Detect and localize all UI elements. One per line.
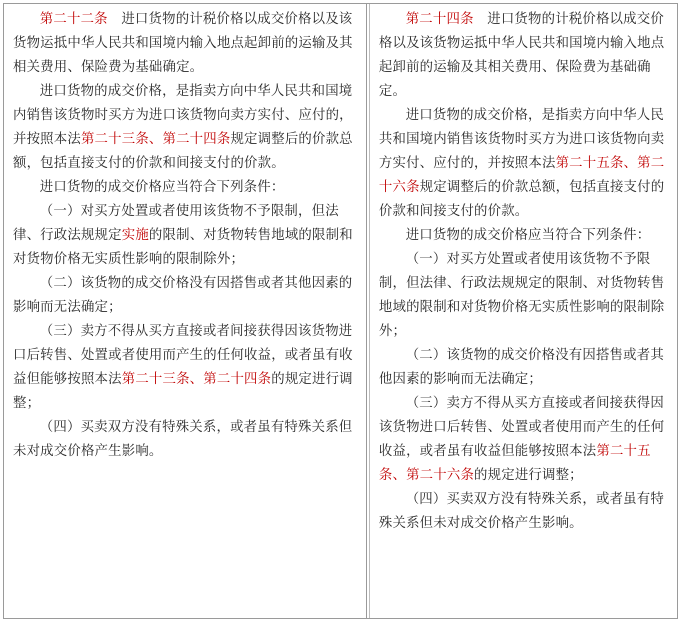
condition-2: （二）该货物的成交价格没有因搭售或者其他因素的影响而无法确定； [378, 348, 664, 387]
condition-3 [379, 392, 668, 488]
paragraph-text: 规定调整后的价款总额，包括直接支付的价款和间接支付的价款。 [378, 180, 665, 219]
left-column-old-text [4, 4, 367, 618]
paragraph-text: （一）对买方处置或者使用该货物不予限制，但法律、行政法规规定 [13, 204, 339, 243]
condition-1: （一）对买方处置或者使用该货物不予限制，但法律、行政法规规定的限制、对货物转售地域的限制和对货物价格无实质性影响的限制除外； [378, 252, 665, 339]
highlighted-reference: 第二十三条、第二十四条 [121, 372, 272, 387]
comparison-table [3, 3, 678, 619]
paragraph-text: 的规定进行调整； [13, 372, 353, 411]
paragraph-text: 规定调整后的价款总额，包括直接支付的价款和间接支付的价款。 [13, 132, 353, 171]
highlighted-reference: 第二十三条、第二十四条 [80, 132, 231, 147]
article-paragraph-2 [379, 104, 668, 224]
paragraph-text: 进口货物的成交价格，是指卖方向中华人民共和国境内销售该货物时买方为进口该货物向卖方实付、应付的，并按照本法 [378, 108, 665, 171]
article-paragraph-1 [379, 8, 668, 104]
highlighted-reference: 第二十五条、第二十六条 [378, 444, 651, 483]
article-title: 第二十四条 [405, 12, 474, 27]
condition-4: （四）买卖双方没有特殊关系，或者虽有特殊关系但未对成交价格产生影响。 [13, 420, 353, 459]
article-paragraph-3: 进口货物的成交价格应当符合下列条件： [405, 228, 651, 243]
right-column-new-text [369, 4, 677, 618]
condition-4: （四）买卖双方没有特殊关系，或者虽有特殊关系但未对成交价格产生影响。 [378, 492, 664, 531]
article-paragraph-1 [13, 8, 357, 80]
paragraph-text: 的规定进行调整； [474, 468, 583, 483]
paragraph-text: 进口货物的计税价格以成交价格以及该货物运抵中华人民共和国境内输入地点起卸前的运输及其相关费用、保险费为基础确定。 [13, 12, 353, 75]
paragraph-text: 进口货物的计税价格以成交价格以及该货物运抵中华人民共和国境内输入地点起卸前的运输及其相关费用、保险费为基础确定。 [378, 12, 665, 99]
condition-3 [13, 320, 357, 416]
condition-1 [13, 200, 357, 272]
paragraph-text: （三）卖方不得从买方直接或者间接获得因该货物进口后转售、处置或者使用而产生的任何收益，或者虽有收益但能够按照本法 [13, 324, 353, 387]
paragraph-text: 的限制、对货物转售地域的限制和对货物价格无实质性影响的限制除外； [13, 228, 353, 267]
article-paragraph-3: 进口货物的成交价格应当符合下列条件： [39, 180, 285, 195]
article-paragraph-2 [13, 80, 357, 176]
paragraph-text: 进口货物的成交价格，是指卖方向中华人民共和国境内销售该货物时买方为进口该货物向卖方实付、应付的，并按照本法 [13, 84, 353, 147]
paragraph-text: （三）卖方不得从买方直接或者间接获得因该货物进口后转售、处置或者使用而产生的任何收益，或者虽有收益但能够按照本法 [378, 396, 665, 459]
article-title: 第二十二条 [39, 12, 108, 27]
condition-2: （二）该货物的成交价格没有因搭售或者其他因素的影响而无法确定； [13, 276, 353, 315]
highlighted-word: 实施 [121, 228, 149, 243]
highlighted-reference: 第二十五条、第二十六条 [378, 156, 665, 195]
